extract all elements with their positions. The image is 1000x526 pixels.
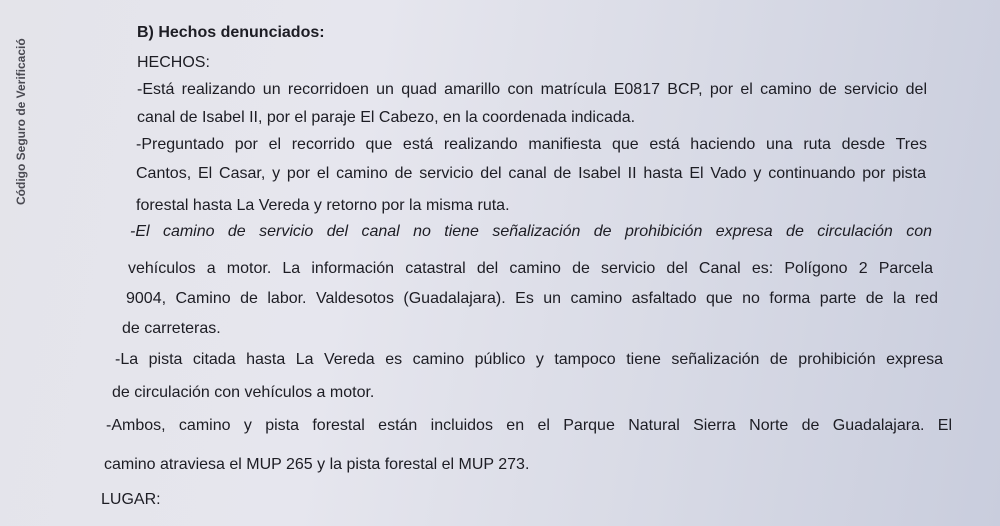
paragraph-line: Cantos, El Casar, y por el camino de servicio del canal de Isabel II hasta El Vado y continuando por pista — [136, 165, 926, 182]
hechos-label: HECHOS: — [137, 54, 210, 71]
paragraph-line: camino atraviesa el MUP 265 y la pista forestal el MUP 273. — [104, 456, 530, 473]
paragraph-line: canal de Isabel II, por el paraje El Cabezo, en la coordenada indicada. — [137, 109, 636, 126]
paragraph-line: 9004, Camino de labor. Valdesotos (Guadalajara). Es un camino asfaltado que no forma parte de la red — [126, 290, 938, 307]
paragraph-line: de circulación con vehículos a motor. — [112, 384, 375, 401]
paragraph-line: forestal hasta La Vereda y retorno por la misma ruta. — [136, 197, 510, 214]
paragraph-line: -La pista citada hasta La Vereda es camino público y tampoco tiene señalización de prohibición expresa — [115, 351, 943, 368]
paragraph-line: -Está realizando un recorridoen un quad amarillo con matrícula E0817 BCP, por el camino de servicio del — [137, 81, 927, 98]
paragraph-line: -El camino de servicio del canal no tiene señalización de prohibición expresa de circulación con — [130, 223, 932, 240]
paragraph-line: de carreteras. — [122, 320, 221, 337]
paragraph-line: -Ambos, camino y pista forestal están incluidos en el Parque Natural Sierra Norte de Guadalajara. El — [106, 417, 952, 434]
section-title: B) Hechos denunciados: — [137, 24, 325, 41]
paragraph-line: -Preguntado por el recorrido que está realizando manifiesta que está haciendo una ruta desde Tres — [136, 136, 927, 153]
verification-code-text: Código Seguro de Verificació — [14, 38, 28, 205]
paragraph-line: vehículos a motor. La información catastral del camino de servicio del Canal es: Polígono 2 Parcela — [128, 260, 933, 277]
lugar-label: LUGAR: — [101, 491, 161, 508]
